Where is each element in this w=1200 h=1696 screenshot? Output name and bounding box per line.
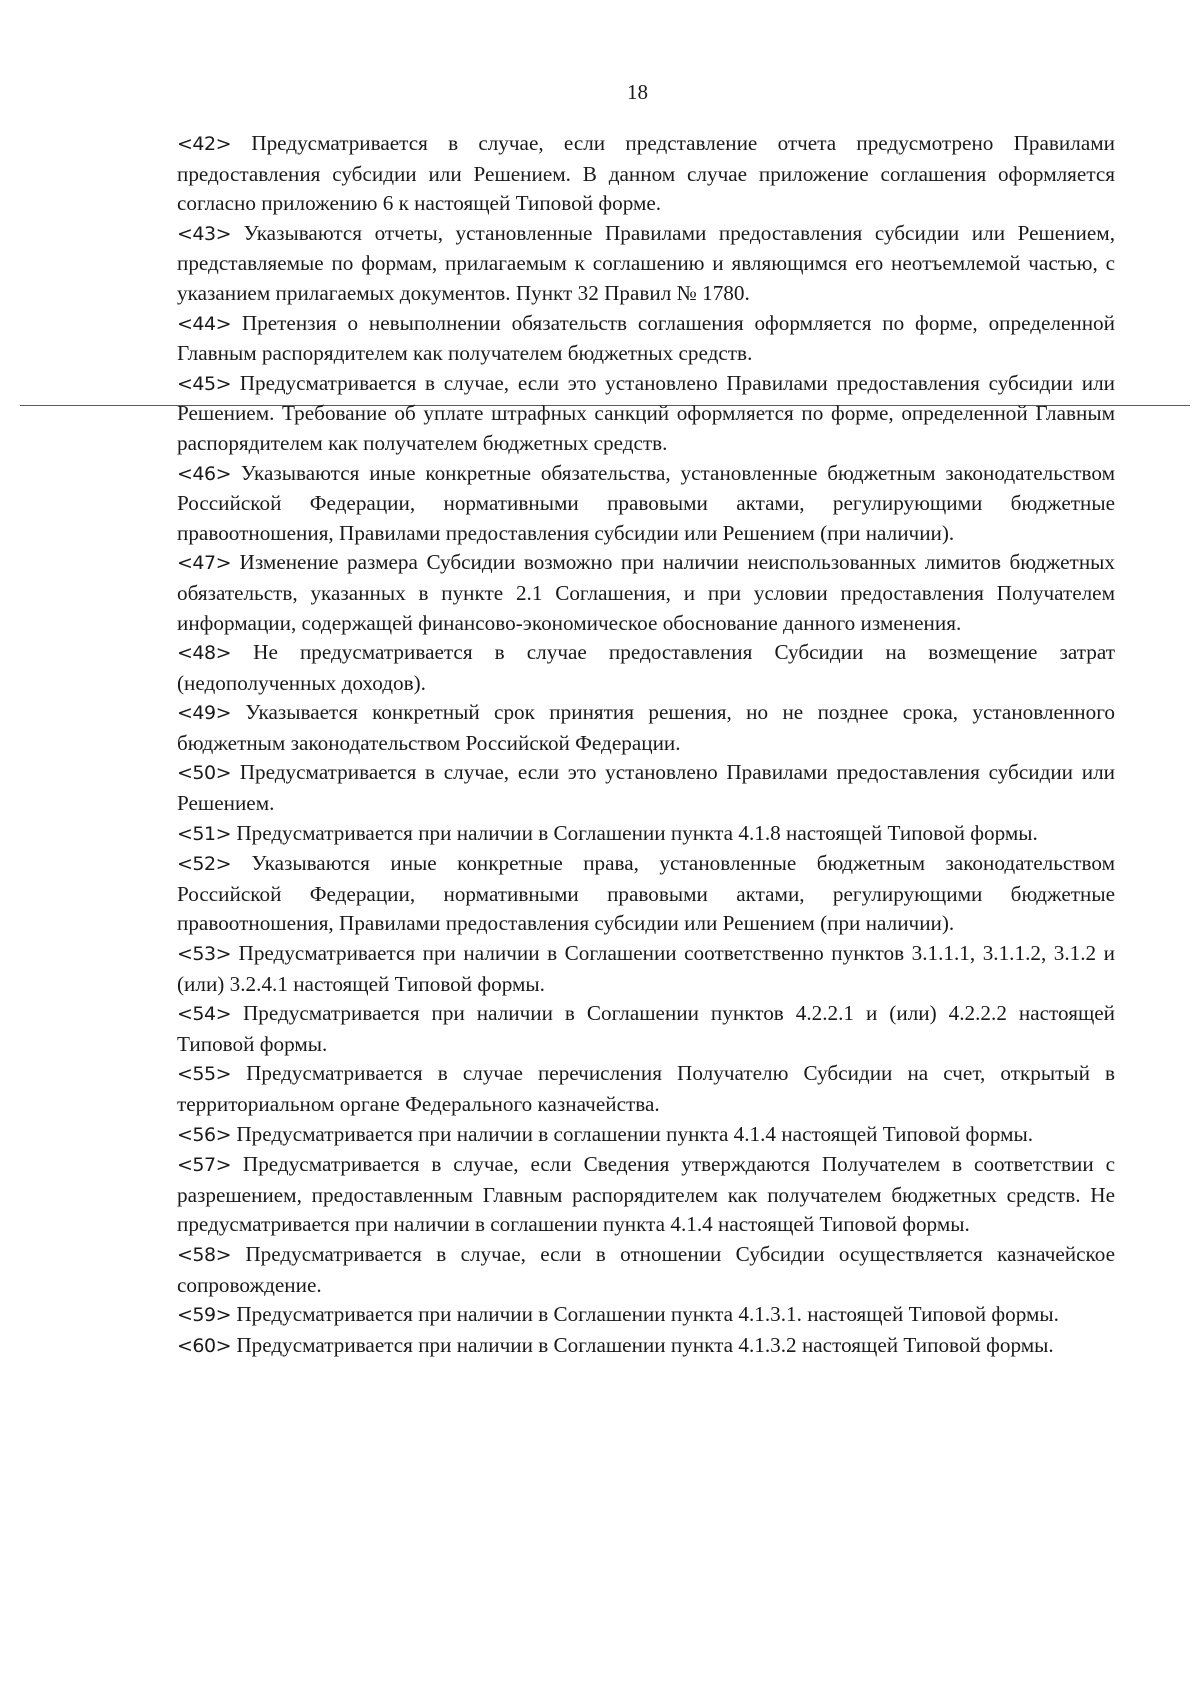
footnote-number: <43> [177, 222, 232, 245]
footnote-52 [177, 849, 1115, 939]
footnote-text: Предусматривается при наличии в Соглашении пункта 4.1.3.2 настоящей Типовой формы. [231, 1332, 1054, 1357]
footnote-number: <49> [177, 702, 232, 725]
footnote-number: <55> [177, 1063, 232, 1086]
footnote-number: <57> [177, 1154, 232, 1177]
footnote-text: Изменение размера Субсидии возможно при наличии неиспользованных лимитов бюджетных обязательств, указанных в пункте 2.1 Соглашения, и при условии предоставления Получателем информации, содержащей финансово-экономическое обоснование данного изменения. [177, 550, 1115, 635]
footnote-57 [177, 1150, 1115, 1240]
footnote-text: Указываются иные конкретные обязательства, установленные бюджетным законодательством Российской Федерации, нормативными правовыми актами, регулирующими бюджетные правоотношения, Правилами предоставления субсидии или Решением (при наличии). [177, 460, 1115, 545]
footnote-46 [177, 459, 1115, 549]
footnote-47 [177, 548, 1115, 638]
footnote-text: Указывается конкретный срок принятия решения, но не позднее срока, установленного бюджетным законодательством Российской Федерации. [177, 700, 1115, 755]
footnote-text: Предусматривается при наличии в Соглашении пункта 4.1.3.1. настоящей Типовой формы. [231, 1302, 1059, 1327]
footnote-number: <51> [177, 822, 232, 845]
footnote-55 [177, 1059, 1115, 1119]
footnote-text: Претензия о невыполнении обязательств соглашения оформляется по форме, определенной Главным распорядителем как получателем бюджетных средств. [177, 310, 1115, 366]
footnote-51 [177, 819, 1115, 850]
footnote-number: <42> [177, 133, 232, 155]
footnote-number: <48> [177, 642, 232, 665]
footnote-number: <47> [177, 552, 232, 575]
footnote-text: Предусматривается в случае, если в отношении Субсидии осуществляется казначейское сопровождение. [177, 1241, 1115, 1297]
footnote-text: Предусматривается при наличии в Соглашении пунктов 4.2.2.1 и (или) 4.2.2.2 настоящей Типовой формы. [177, 1001, 1115, 1056]
footnote-number: <46> [177, 462, 232, 485]
footnote-50 [177, 758, 1115, 818]
footnote-number: <53> [177, 943, 232, 966]
footnote-54 [177, 999, 1115, 1059]
footnote-43 [177, 219, 1115, 309]
footnote-text: Указываются отчеты, установленные Правилами предоставления субсидии или Решением, представляемые по формам, прилагаемым к соглашению и являющимся его неотъемлемой частью, с указанием прилагаемых документов. Пункт 32 Правил № 1780. [177, 220, 1115, 305]
footnote-text: Предусматривается в случае перечисления Получателю Субсидии на счет, открытый в территориальном органе Федерального казначейства. [177, 1061, 1115, 1116]
footnote-45 [177, 369, 1115, 459]
page-number: 18 [627, 80, 648, 104]
footnote-number: <50> [177, 762, 232, 785]
footnote-56 [177, 1120, 1115, 1151]
footnote-59 [177, 1300, 1115, 1331]
footnotes-list [177, 129, 1115, 1361]
footnote-53 [177, 939, 1115, 999]
footnote-48 [177, 638, 1115, 698]
footnote-60 [177, 1331, 1115, 1362]
footnote-49 [177, 698, 1115, 758]
footnote-number: <60> [177, 1334, 232, 1357]
footnote-text: Предусматривается при наличии в Соглашении пункта 4.1.8 настоящей Типовой формы. [231, 820, 1038, 845]
footnote-text: Предусматривается в случае, если это установлено Правилами предоставления субсидии или Решением. [177, 760, 1115, 816]
footnote-44 [177, 309, 1115, 369]
footnote-58 [177, 1240, 1115, 1300]
footnote-text: Предусматривается в случае, если Сведения утверждаются Получателем в соответствии с разрешением, предоставленным Главным распорядителем как получателем бюджетных средств. Не предусматривается при наличии в соглашении пункта 4.1.4 настоящей Типовой формы. [177, 1152, 1115, 1237]
footnote-number: <58> [177, 1243, 232, 1266]
footnote-text: Предусматривается при наличии в соглашении пункта 4.1.4 настоящей Типовой формы. [231, 1121, 1034, 1146]
footnote-text: Предусматривается в случае, если это установлено Правилами предоставления субсидии или Решением. Требование об уплате штрафных санкций оформляется по форме, определенной Главным распорядителем как получателем бюджетных средств. [177, 370, 1115, 455]
footnote-text: Указываются иные конкретные права, установленные бюджетным законодательством Российской Федерации, нормативными правовыми актами, регулирующими бюджетные правоотношения, Правилами предоставления субсидии или Решением (при наличии). [177, 851, 1115, 936]
footnote-42 [177, 129, 1115, 219]
footnote-number: <59> [177, 1304, 232, 1327]
footnote-number: <52> [177, 853, 232, 876]
footnote-number: <56> [177, 1123, 232, 1146]
footnote-number: <54> [177, 1003, 232, 1026]
footnote-number: <44> [177, 312, 232, 335]
footnote-text: Предусматривается в случае, если представление отчета предусмотрено Правилами предоставления субсидии или Решением. В данном случае приложение соглашения оформляется согласно приложению 6 к настоящей Типовой форме. [177, 131, 1115, 216]
footnote-text: Не предусматривается в случае предоставления Субсидии на возмещение затрат (недополученных доходов). [177, 640, 1115, 695]
footnote-text: Предусматривается при наличии в Соглашении соответственно пунктов 3.1.1.1, 3.1.1.2, 3.1.2 и (или) 3.2.4.1 настоящей Типовой формы. [177, 941, 1115, 996]
footnote-number: <45> [177, 372, 232, 395]
